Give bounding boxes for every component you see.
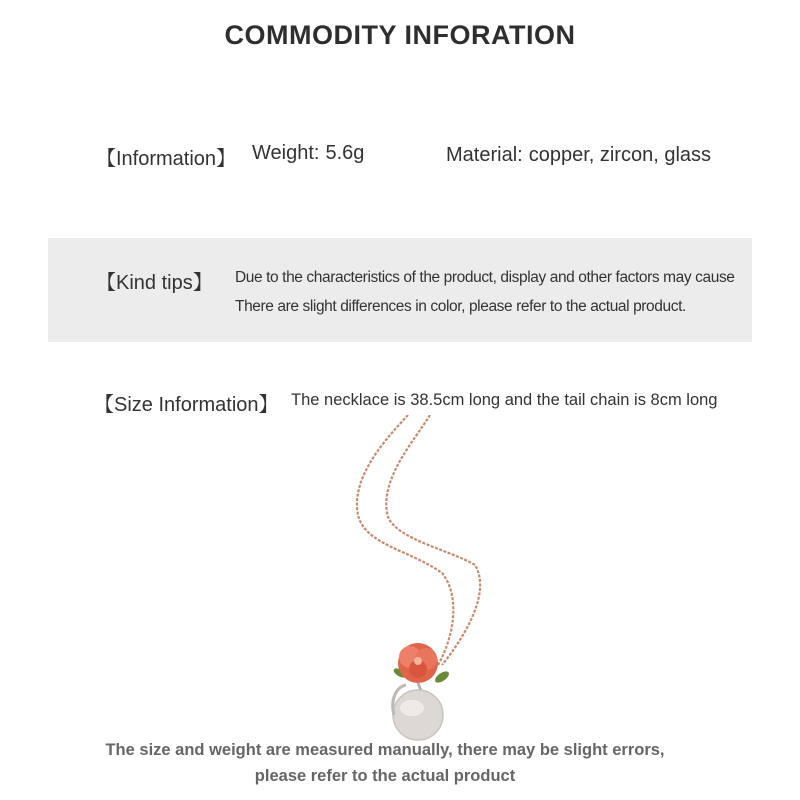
size-information-label: 【Size Information】 [94,394,279,416]
kind-tips-line-1: Due to the characteristics of the product, display and other factors may cause [235,269,735,286]
page-title: COMMODITY INFORATION [224,20,576,50]
disclaimer-line-1: The size and weight are measured manually, there may be slight errors, [105,741,665,759]
kind-tips-label: 【Kind tips】 [96,272,213,294]
rose-pendant-necklace-image [330,415,510,745]
material-value: copper, zircon, glass [528,144,712,166]
weight-value: 5.6g [325,142,365,164]
rose-icon [398,643,438,683]
weight-label: Weight: [252,142,320,164]
opal-stone-icon [393,685,443,740]
information-label: 【Information】 [96,148,237,170]
weight-spec [252,142,364,165]
material-label: Material: [446,144,523,166]
size-information-text: The necklace is 38.5cm long and the tail chain is 8cm long [291,391,718,409]
kind-tips-line-2: There are slight differences in color, please refer to the actual product. [235,298,686,315]
material-spec [446,144,711,167]
chain-right [386,415,480,665]
disclaimer-line-2: please refer to the actual product [254,767,516,785]
